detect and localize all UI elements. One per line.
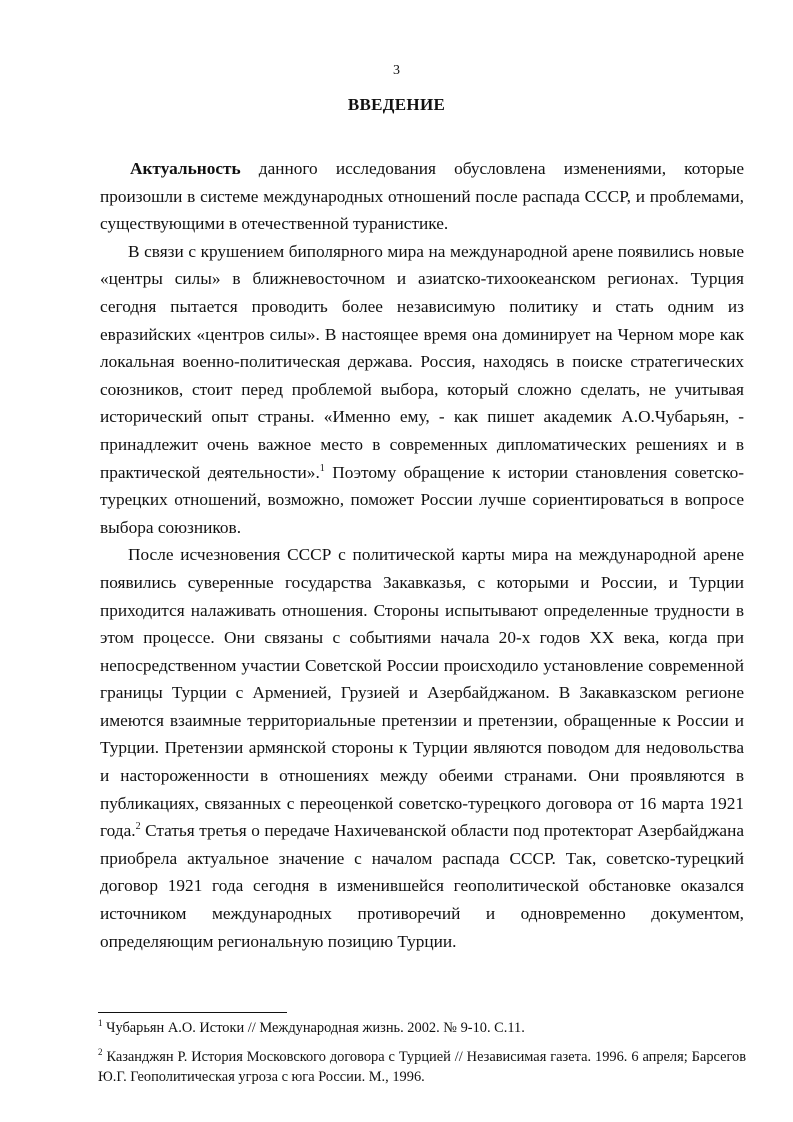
- paragraph-text: После исчезновения СССР с политической карты мира на международной арене появились суверенные государства Закавказья, с которыми и России, и Турции приходится налаживать отношения. Стороны испытывают определенные трудности в этом процессе. Они связаны с событиями начала 20-х годов XX века, когда при непосредственном участии Советской России происходило установление современной границы Турции с Арменией, Грузией и Азербайджаном. В Закавказском регионе имеются взаимные территориальные претензии и претензии, обращенные к России и Турции. Претензии армянской стороны к Турции являются поводом для недовольства и настороженности в отношениях между обеими странами. Они проявляются в публикациях, связанных с переоценкой советско-турецкого договора от 16 марта 1921 года.: [100, 545, 744, 841]
- footnote-reference: 1: [319, 462, 325, 474]
- paragraph-text: В связи с крушением биполярного мира на международной арене появились новые «центры силы» в ближневосточном и азиатско-тихоокеанском регионах. Турция сегодня пытается проводить более независимую политику и стать одним из евразийских «центров силы». В настоящее время она доминирует на Черном море как локальная военно-политическая держава. Россия, находясь в поиске стратегических союзников, стоит перед проблемой выбора, который сложно сделать, не учитывая исторический опыт страны. «Именно ему, - как пишет академик А.О.Чубарьян, - принадлежит очень важное место в современных дипломатических решениях и в практической деятельности».: [100, 241, 744, 482]
- paragraph-text: Статья третья о передаче Нахичеванской области под протекторат Азербайджана приобрела актуальное значение с началом распада СССР. Так, советско-турецкий договор 1921 года сегодня в изменившейся геополитической обстановке оказался источником международных противоречий и одновременно документом, определяющим региональную позицию Турции.: [100, 821, 744, 951]
- page-number: 3: [393, 63, 400, 78]
- paragraph-lead-term: Актуальность: [130, 159, 241, 178]
- paragraph-text: Поэтому обращение к истории становления советско-турецких отношений, возможно, поможет России лучше сориентироваться в вопросе выбора союзников.: [100, 462, 744, 537]
- footnote-divider: [98, 1012, 287, 1013]
- paragraph-bipolar-world: [100, 238, 744, 542]
- page-title: ВВЕДЕНИЕ: [347, 95, 446, 114]
- paragraph-text: данного исследования обусловлена изменениями, которые произошли в системе международных отношений после распада СССР, и проблемами, существующими в отечественной туранистике.: [100, 159, 744, 234]
- footnote: [98, 1047, 746, 1087]
- paragraph-transcaucasia: [100, 541, 744, 955]
- footnotes: [98, 1018, 746, 1087]
- footnote: [98, 1018, 746, 1038]
- footnote-text: Чубарьян А.О. Истоки // Международная жизнь. 2002. № 9-10. С.11.: [102, 1020, 525, 1036]
- footnote-number: 2: [98, 1047, 103, 1057]
- body-text: [100, 155, 744, 955]
- footnote-text: Казанджян Р. История Московского договора с Турцией // Независимая газета. 1996. 6 апреля; Барсегов Ю.Г. Геополитическая угроза с юга России. М., 1996.: [98, 1049, 746, 1085]
- footnote-number: 1: [98, 1018, 103, 1028]
- footnote-reference: 2: [135, 821, 141, 833]
- paragraph-relevance: [100, 155, 744, 238]
